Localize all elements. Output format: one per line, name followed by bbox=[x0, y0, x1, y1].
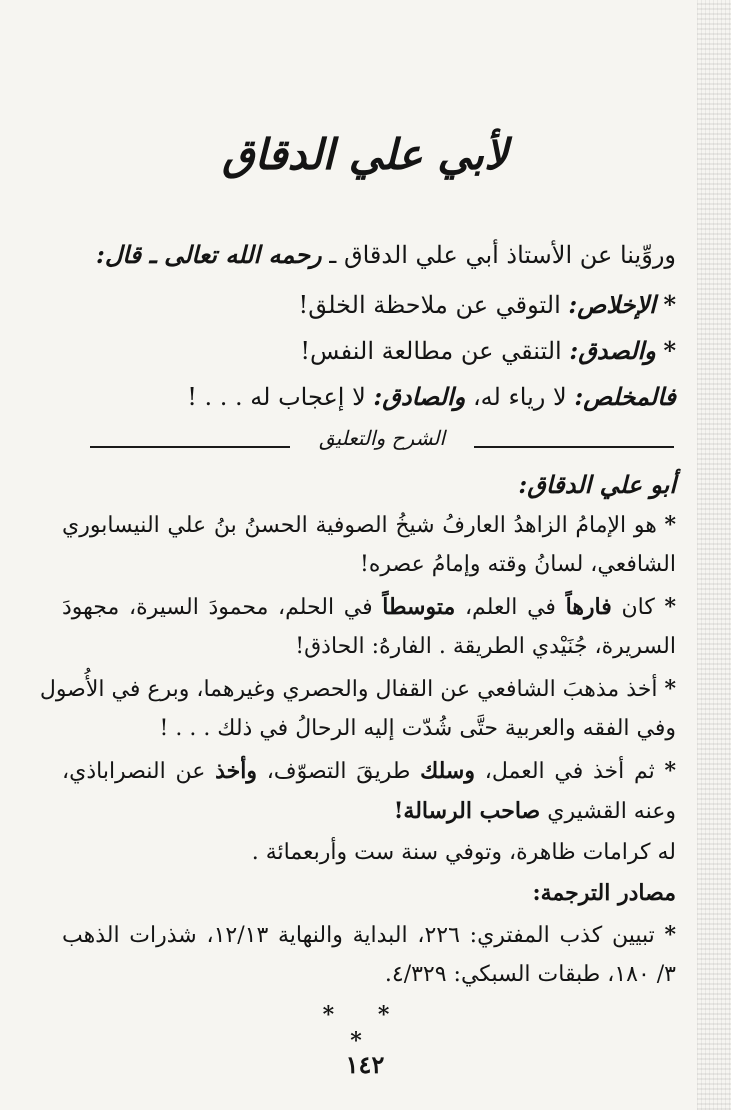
bullet-star: * bbox=[664, 676, 676, 702]
section-heading: لأبي علي الدقاق bbox=[222, 130, 508, 179]
bio-p1-text1: هو الإمامُ الزاهدُ العارفُ شيخُ الصوفية الحسنُ بنُ علي النيسابوري bbox=[62, 513, 657, 538]
divider-rule-right bbox=[474, 446, 674, 448]
bio-p1-text2: الشافعي، لسانُ وقته وإمامُ عصره! bbox=[359, 552, 676, 577]
bio-p5-line bbox=[62, 840, 676, 865]
commentary-divider bbox=[90, 424, 674, 458]
bio-p3-text1: أخذ مذهبَ الشافعي عن القفال والحصري وغيرهما، وبرع في الأُصول bbox=[39, 677, 658, 702]
bullet-star: * bbox=[664, 922, 676, 948]
sidq-term: والصدق: bbox=[569, 336, 656, 365]
bio-p3-line1 bbox=[39, 676, 676, 702]
ikhlas-definition: التوقي عن ملاحظة الخلق! bbox=[298, 291, 561, 319]
bio-p2-text1e: في الحلم، محمودَ السيرة، مجهودَ bbox=[62, 595, 373, 620]
bio-p4-text2a: وعنه القشيري bbox=[547, 799, 676, 824]
sidq-definition: التنقي عن مطالعة النفس! bbox=[300, 337, 562, 365]
bio-p3-text2: وفي الفقه والعربية حتَّى شُدّت إليه الرحالُ في ذلك . . . ! bbox=[159, 716, 676, 741]
bio-p4-text1c: طريقَ التصوّف، bbox=[266, 759, 411, 784]
bio-p2-text1c: في العلم، bbox=[464, 595, 556, 620]
bio-name: أبو علي الدقاق: bbox=[518, 470, 676, 499]
bio-p4-text2b: صاحب الرسالة! bbox=[393, 798, 541, 824]
sources-label-line bbox=[62, 880, 676, 906]
intro-said: ـ قال: bbox=[95, 240, 157, 269]
bio-p4-text1a: ثم أخذ في العمل، bbox=[484, 759, 655, 784]
bio-p2-text1d: متوسطاً bbox=[382, 594, 456, 620]
bullet-star: * bbox=[664, 758, 676, 784]
divider-label: الشرح والتعليق bbox=[318, 426, 446, 450]
bio-p2-line2 bbox=[62, 634, 676, 659]
sources-text2: ٣/ ١٨٠، طبقات السبكي: ٤/٣٢٩. bbox=[384, 962, 676, 987]
intro-text: وروِّينا عن الأستاذ أبي علي الدقاق ـ bbox=[329, 241, 676, 269]
bullet-star: * bbox=[663, 290, 676, 319]
mukhlis-term: فالمخلص: bbox=[574, 382, 676, 411]
end-stars: * * * bbox=[322, 1002, 408, 1054]
sources-text1: تبيين كذب المفتري: ٢٢٦، البداية والنهاية ١٢/١٣، شذرات الذهب bbox=[62, 923, 655, 948]
ikhlas-term: الإخلاص: bbox=[568, 290, 656, 319]
sadiq-term: والصادق: bbox=[373, 382, 466, 411]
saying-ikhlas bbox=[62, 290, 676, 319]
bio-p2-text1a: كان bbox=[621, 595, 655, 620]
intro-honorific: رحمه الله تعالى bbox=[164, 240, 322, 269]
bio-p5-text: له كرامات ظاهرة، وتوفي سنة ست وأربعمائة . bbox=[251, 840, 676, 865]
bio-p4-line2 bbox=[62, 798, 676, 824]
bio-p4-text1b: وسلك bbox=[420, 758, 475, 784]
mukhlis-definition: لا رياء له، bbox=[472, 383, 567, 411]
bio-name-label bbox=[62, 470, 676, 499]
bio-p2-line1 bbox=[62, 594, 676, 620]
bio-p2-text1b: فارهاً bbox=[565, 594, 612, 620]
bio-p1-line2 bbox=[62, 552, 676, 577]
bio-p4-text1d: وأخذ bbox=[215, 758, 257, 784]
intro-line bbox=[62, 240, 676, 269]
sources-label: مصادر الترجمة: bbox=[532, 880, 676, 906]
bullet-star: * bbox=[664, 512, 676, 538]
sadiq-definition: لا إعجاب له . . . ! bbox=[187, 383, 366, 411]
sources-line1 bbox=[62, 922, 676, 948]
bio-p1-line1 bbox=[62, 512, 676, 538]
bio-p4-line1 bbox=[62, 758, 676, 784]
bio-p3-line2 bbox=[62, 716, 676, 741]
page-number: ١٤٢ bbox=[345, 1050, 385, 1079]
bullet-star: * bbox=[663, 336, 676, 365]
bullet-star: * bbox=[664, 594, 677, 620]
saying-conclusion bbox=[62, 382, 676, 411]
bio-p4-text1e: عن النصراباذي، bbox=[62, 759, 206, 784]
saying-sidq bbox=[62, 336, 676, 365]
divider-rule-left bbox=[90, 446, 290, 448]
scan-edge bbox=[697, 0, 731, 1110]
sources-line2 bbox=[62, 962, 676, 987]
bio-p2-text2: السريرة، جُنَيْدي الطريقة . الفارهُ: الحاذق! bbox=[295, 634, 676, 659]
